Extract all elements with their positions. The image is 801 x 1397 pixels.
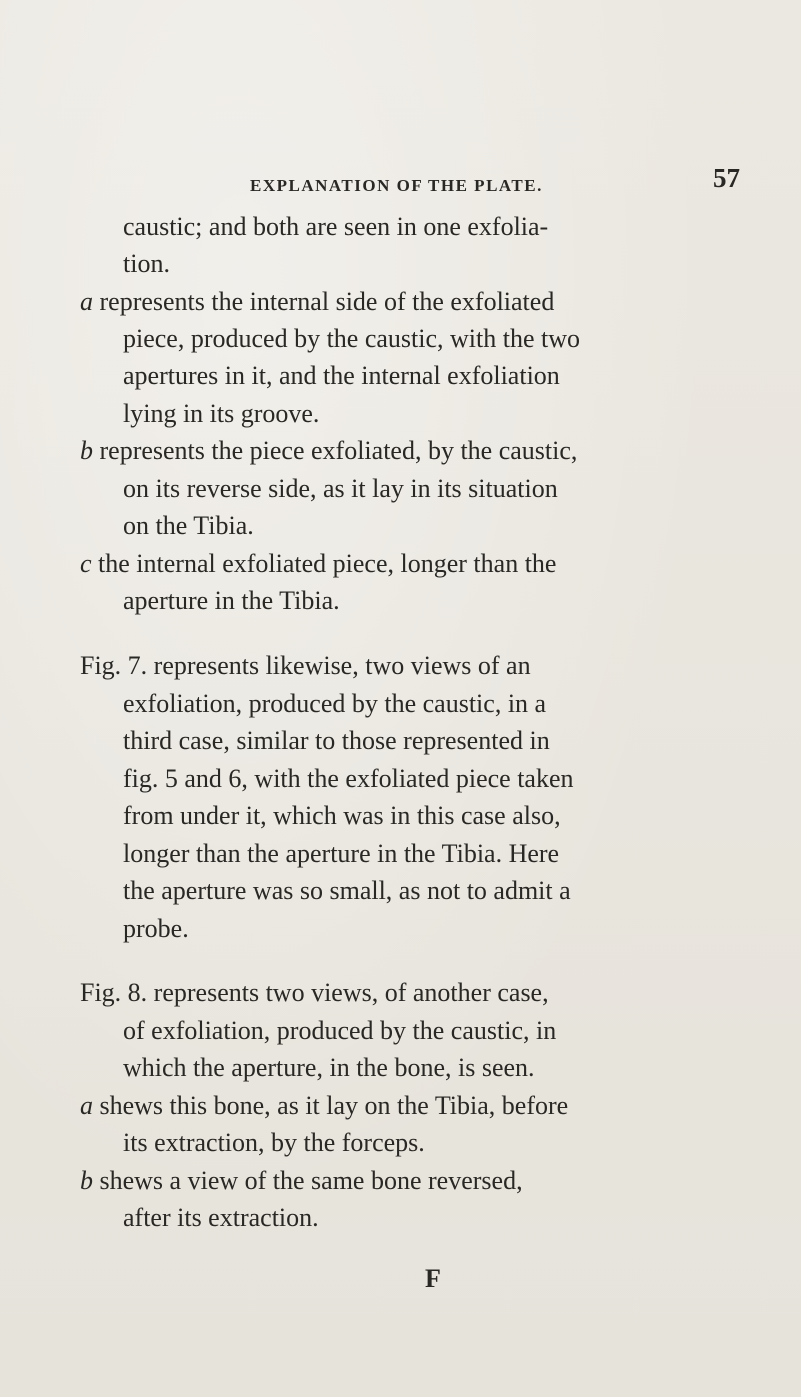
text-line bbox=[123, 766, 574, 792]
text-line bbox=[123, 363, 560, 389]
text-line bbox=[123, 214, 548, 240]
text-line bbox=[123, 326, 580, 352]
line-text: exfoliation, produced by the caustic, in a bbox=[123, 689, 547, 718]
item-key: a bbox=[80, 1091, 93, 1120]
text-line bbox=[123, 1018, 556, 1044]
text-line bbox=[123, 1055, 535, 1081]
text-line bbox=[123, 513, 254, 539]
item-key: c bbox=[80, 549, 92, 578]
text-line bbox=[123, 841, 559, 867]
line-text: represents the internal side of the exfoliated bbox=[93, 287, 555, 316]
line-text: Fig. 8. represents two views, of another case, bbox=[80, 978, 549, 1007]
line-text: probe. bbox=[123, 914, 189, 943]
line-text: longer than the aperture in the Tibia. Here bbox=[123, 839, 560, 868]
line-text: the aperture was so small, as not to admit a bbox=[123, 876, 571, 905]
line-text: from under it, which was in this case also, bbox=[123, 801, 561, 830]
line-text: tion. bbox=[123, 249, 170, 278]
item-key: b bbox=[80, 1166, 93, 1195]
line-text: shews this bone, as it lay on the Tibia, before bbox=[93, 1091, 569, 1120]
line-text: lying in its groove. bbox=[123, 399, 320, 428]
text-line bbox=[123, 1130, 425, 1156]
line-text: fig. 5 and 6, with the exfoliated piece taken bbox=[123, 764, 574, 793]
text-line bbox=[80, 1168, 523, 1194]
line-text: its extraction, by the forceps. bbox=[123, 1128, 425, 1157]
text-line bbox=[123, 916, 189, 942]
line-text: shews a view of the same bone reversed, bbox=[93, 1166, 523, 1195]
page-number: 57 bbox=[713, 163, 740, 193]
line-text: the internal exfoliated piece, longer than the bbox=[91, 549, 557, 578]
text-line bbox=[80, 438, 577, 464]
text-line bbox=[80, 551, 556, 577]
line-text: represents the piece exfoliated, by the caustic, bbox=[93, 436, 578, 465]
text-line bbox=[80, 980, 549, 1006]
text-line bbox=[123, 728, 550, 754]
text-line bbox=[123, 588, 340, 614]
line-text: which the aperture, in the bone, is seen. bbox=[123, 1053, 535, 1082]
line-text: aperture in the Tibia. bbox=[123, 586, 340, 615]
line-text: Fig. 7. represents likewise, two views of an bbox=[80, 651, 531, 680]
text-line bbox=[123, 691, 546, 717]
line-text: caustic; and both are seen in one exfolia- bbox=[123, 212, 549, 241]
text-line bbox=[123, 251, 170, 277]
running-title: EXPLANATION OF THE PLATE. bbox=[250, 176, 543, 195]
text-line bbox=[123, 401, 319, 427]
text-line bbox=[123, 878, 571, 904]
item-key: b bbox=[80, 436, 93, 465]
text-line bbox=[80, 653, 531, 679]
line-text: third case, similar to those represented in bbox=[123, 726, 550, 755]
signature-mark: F bbox=[425, 1264, 441, 1293]
item-key: a bbox=[80, 287, 93, 316]
line-text: piece, produced by the caustic, with the two bbox=[123, 324, 581, 353]
text-line bbox=[80, 289, 554, 315]
text-line bbox=[123, 476, 558, 502]
text-line bbox=[123, 1205, 319, 1231]
line-text: on the Tibia. bbox=[123, 511, 254, 540]
text-line bbox=[80, 1093, 568, 1119]
line-text: on its reverse side, as it lay in its situation bbox=[123, 474, 558, 503]
line-text: after its extraction. bbox=[123, 1203, 319, 1232]
line-text: of exfoliation, produced by the caustic, in bbox=[123, 1016, 557, 1045]
text-line bbox=[123, 803, 561, 829]
line-text: apertures in it, and the internal exfoliation bbox=[123, 361, 560, 390]
